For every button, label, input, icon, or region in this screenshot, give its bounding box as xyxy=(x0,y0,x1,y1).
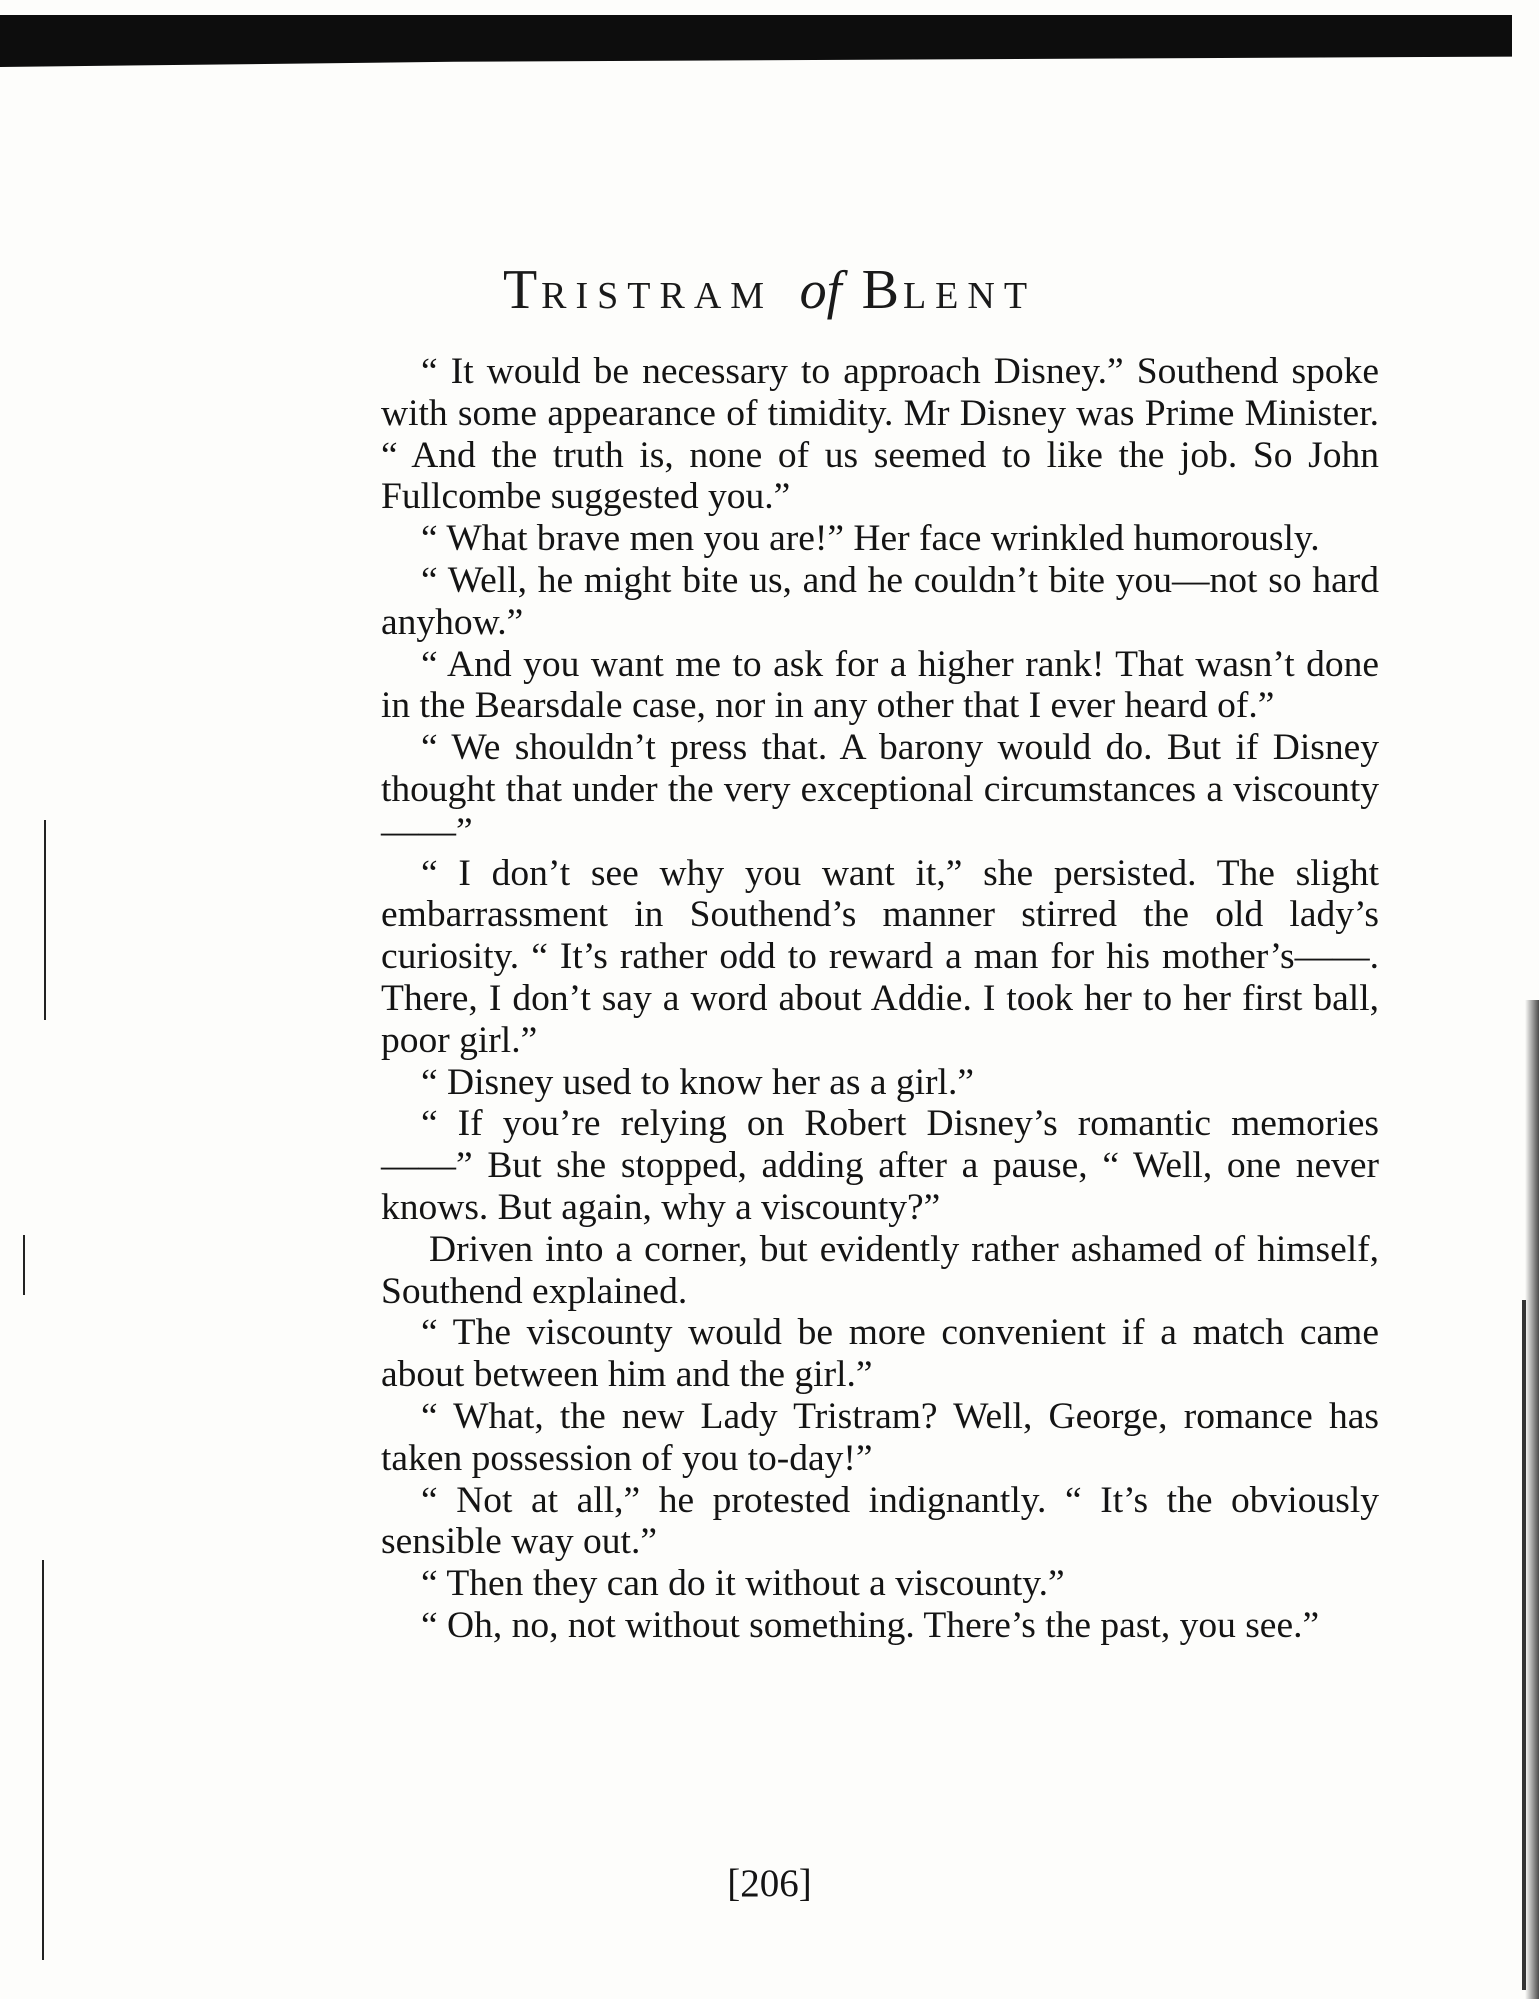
header-title-initial: B xyxy=(861,259,903,321)
paragraph: “ Not at all,” he protested indignantly. “ It’s the obviously sensible way out.” xyxy=(381,1479,1379,1563)
running-header xyxy=(0,258,1539,322)
paragraph: “ We shouldn’t press that. A barony would do. But if Disney thought that under the very exceptional circumstances a viscounty——” xyxy=(381,727,1379,852)
header-title-initial: T xyxy=(502,259,542,321)
scan-edge-shadow xyxy=(1525,1000,1539,1999)
paragraph: “ It would be necessary to approach Disney.” Southend spoke with some appearance of timidity. Mr Disney was Prime Minister. “ And the truth is, none of us seemed to like the job. So John Fullcombe suggested you.” xyxy=(381,351,1379,518)
header-title-word: RISTRAM xyxy=(541,275,774,317)
scan-gutter-line xyxy=(23,1235,25,1295)
paragraph: “ Disney used to know her as a girl.” xyxy=(421,1061,974,1103)
paragraph: “ And you want me to ask for a higher rank! That wasn’t done in the Bearsdale case, nor in any other that I ever heard of.” xyxy=(381,643,1379,727)
paragraph: “ Well, he might bite us, and he couldn’t bite you—not so hard anyhow.” xyxy=(381,559,1379,643)
header-title-word: LENT xyxy=(902,275,1037,317)
paragraph: “ Oh, no, not without something. There’s the past, you see.” xyxy=(421,1604,1320,1646)
scan-gutter-line xyxy=(44,820,46,1020)
page-number: [206] xyxy=(727,1862,812,1905)
paragraph: “ If you’re relying on Robert Disney’s romantic memories——” But she stopped, adding after a pause, “ Well, one never knows. But again, why a viscounty?” xyxy=(381,1103,1379,1228)
header-title-of: of xyxy=(799,260,842,320)
paragraph: “ Then they can do it without a viscounty.” xyxy=(421,1563,1065,1605)
paragraph: Driven into a corner, but evidently rather ashamed of himself, Southend explained. xyxy=(381,1228,1379,1312)
paragraph: “ What, the new Lady Tristram? Well, George, romance has taken possession of you to-day!” xyxy=(381,1395,1379,1479)
paragraph: “ The viscounty would be more convenient if a match came about between him and the girl.” xyxy=(381,1312,1379,1396)
body-text xyxy=(381,351,1379,1647)
paragraph: “ What brave men you are!” Her face wrinkled humorously. xyxy=(421,518,1320,560)
paragraph: “ I don’t see why you want it,” she persisted. The slight embarrassment in Southend’s manner stirred the old lady’s curiosity. “ It’s rather odd to reward a man for his mother’s——. There, I don’t say a word about Addie. I took her to her first ball, poor girl.” xyxy=(381,852,1379,1061)
scan-top-border xyxy=(0,15,1512,67)
